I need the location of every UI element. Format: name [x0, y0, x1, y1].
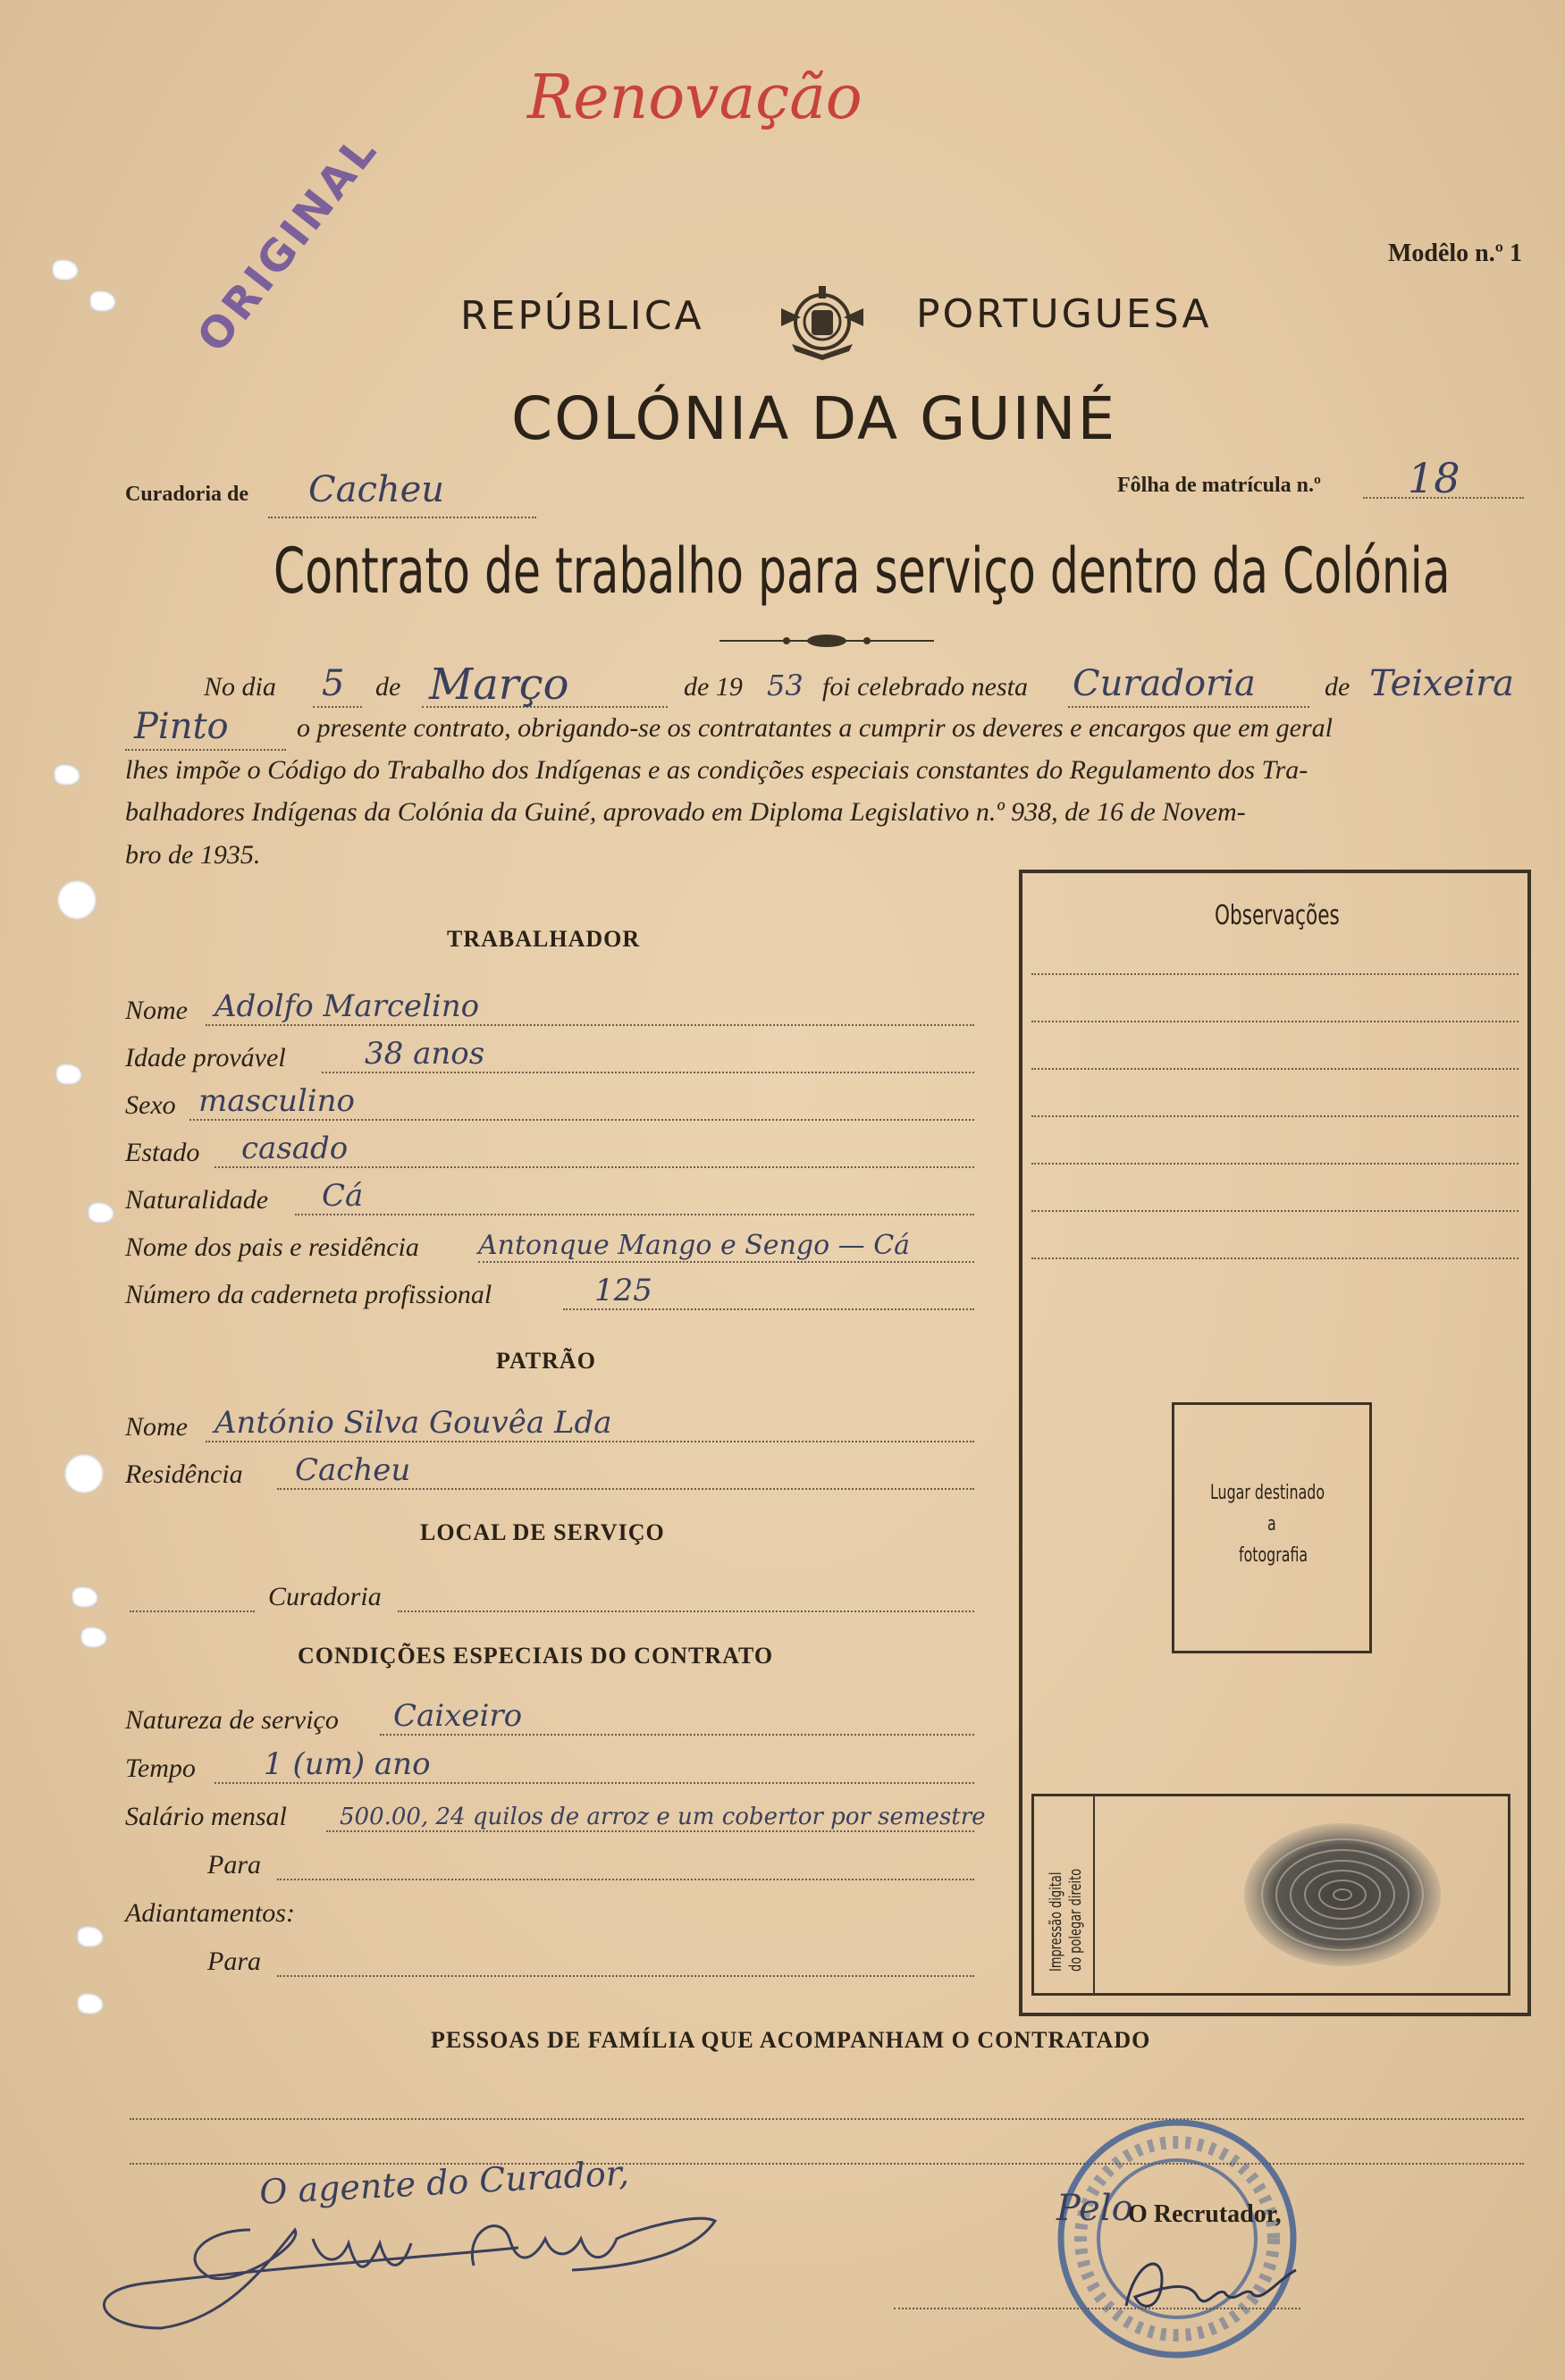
- local-value-1: Teixeira: [1369, 663, 1515, 704]
- natureza-value: Caixeiro: [393, 1698, 523, 1734]
- field-line: [215, 1166, 974, 1168]
- family-line: [130, 2163, 1524, 2165]
- patrao-nome-value: António Silva Gouvêa Lda: [215, 1405, 612, 1441]
- entity-value: Curadoria: [1073, 663, 1256, 704]
- salario-label: Salário mensal: [125, 1802, 287, 1831]
- recrutador-line: [894, 2308, 1300, 2309]
- caderneta-row: [125, 1273, 974, 1314]
- naturalidade-label: Naturalidade: [125, 1185, 269, 1215]
- salario-value: 500.00, 24 quilos de arroz e um cobertor por semestre: [340, 1804, 986, 1830]
- pais-row: [125, 1231, 974, 1266]
- observacoes-box: [1019, 870, 1531, 2016]
- observacoes-line: [1031, 1021, 1519, 1022]
- nome-trabalhador-row: [125, 988, 974, 1030]
- field-line: [326, 1830, 974, 1832]
- intro-foi: foi celebrado nesta: [822, 672, 1028, 702]
- tempo-row: [125, 1746, 974, 1787]
- tempo-label: Tempo: [125, 1753, 196, 1783]
- thumbprint-label: [1039, 1796, 1095, 1993]
- agente-signature: [72, 2194, 760, 2337]
- natureza-row: [125, 1698, 974, 1739]
- salario-row: [125, 1800, 986, 1836]
- para2-row: [125, 1945, 974, 1981]
- observacoes-line: [1031, 1210, 1519, 1212]
- intro-de1: de: [375, 672, 401, 702]
- field-line: [478, 1261, 974, 1263]
- binder-hole: [64, 1454, 104, 1493]
- dia-line: [313, 706, 362, 708]
- ano-value: 53: [767, 669, 804, 702]
- entity-line: [1068, 706, 1309, 708]
- tear-mark: [77, 1926, 104, 1947]
- para-row: [125, 1848, 974, 1884]
- adiantamentos-label: Adiantamentos:: [125, 1898, 295, 1928]
- folha-value: 18: [1408, 454, 1460, 502]
- observacoes-line: [1031, 973, 1519, 975]
- idade-row: [125, 1036, 974, 1077]
- estado-label: Estado: [125, 1138, 200, 1167]
- condicoes-heading: CONDIÇÕES ESPECIAIS DO CONTRATO: [298, 1643, 774, 1669]
- patrao-nome-label: Nome: [125, 1412, 188, 1442]
- recrutador-label: O Recrutador,: [1128, 2200, 1282, 2228]
- nome-label: Nome: [125, 996, 188, 1025]
- thumbprint-box: [1031, 1794, 1510, 1996]
- dia-value: 5: [322, 663, 345, 704]
- local-curadoria-label: Curadoria: [268, 1582, 382, 1611]
- local-line-2: [125, 749, 286, 751]
- field-line: [206, 1441, 974, 1442]
- natureza-label: Natureza de serviço: [125, 1705, 339, 1735]
- mes-value: Março: [429, 660, 569, 710]
- model-number: Modêlo n.º 1: [1387, 240, 1522, 267]
- residencia-label: Residência: [125, 1459, 243, 1489]
- trabalhador-heading: TRABALHADOR: [447, 926, 641, 952]
- field-line: [277, 1879, 974, 1880]
- tear-mark: [89, 290, 116, 312]
- patrao-heading: PATRÃO: [496, 1348, 596, 1374]
- field-line: [277, 1488, 974, 1490]
- local-servico-heading: LOCAL DE SERVIÇO: [420, 1519, 665, 1545]
- thumb-text-1: Impressão digital: [1047, 1871, 1065, 1972]
- coat-of-arms-icon: [774, 282, 871, 362]
- renovacao-annotation: Renovação: [527, 63, 862, 133]
- idade-label: Idade provável: [125, 1043, 286, 1072]
- patrao-nome-row: [125, 1405, 974, 1446]
- intro-de2: de: [1325, 672, 1350, 702]
- pais-value: Antonque Mango e Sengo — Cá: [478, 1230, 911, 1261]
- observacoes-line: [1031, 1068, 1519, 1070]
- sexo-row: [125, 1083, 974, 1124]
- tear-mark: [55, 1064, 82, 1085]
- field-line: [398, 1610, 974, 1612]
- residencia-value: Cacheu: [295, 1452, 411, 1488]
- tear-mark: [54, 764, 80, 786]
- idade-value: 38 anos: [365, 1036, 485, 1072]
- intro-line-2: o presente contrato, obrigando-se os contratantes a cumprir os deveres e encargos que em geral: [297, 713, 1333, 743]
- contract-title: Contrato de trabalho para serviço dentro da Colónia: [273, 534, 1451, 608]
- estado-row: [125, 1131, 974, 1172]
- tempo-value: 1 (um) ano: [264, 1746, 431, 1782]
- agente-label: O agente do Curador,: [258, 2153, 630, 2212]
- folha-label: Fôlha de matrícula n.º: [1117, 474, 1321, 497]
- pais-label: Nome dos pais e residência: [125, 1232, 419, 1262]
- pelo-label: Pelo: [1056, 2188, 1133, 2229]
- thumb-text-2: do polegar direito: [1066, 1868, 1085, 1972]
- adiantamentos-row: [125, 1896, 974, 1932]
- field-line: [215, 1782, 974, 1784]
- observacoes-line: [1031, 1163, 1519, 1165]
- tear-mark: [77, 1993, 104, 2014]
- binder-hole: [57, 880, 97, 920]
- tear-mark: [80, 1627, 107, 1648]
- family-heading: PESSOAS DE FAMÍLIA QUE ACOMPANHAM O CONTRATADO: [431, 2027, 1151, 2053]
- tear-mark: [52, 259, 79, 281]
- intro-de-ano: de 19: [684, 672, 743, 702]
- republica-word: REPÚBLICA: [460, 293, 704, 339]
- portuguesa-word: PORTUGUESA: [916, 291, 1212, 337]
- intro-no-dia: No dia: [204, 672, 276, 702]
- colonia-title: COLÓNIA DA GUINÉ: [511, 384, 1117, 453]
- thumbprint-image: [1240, 1814, 1445, 1975]
- field-line: [295, 1214, 974, 1215]
- caderneta-value: 125: [594, 1273, 652, 1308]
- patrao-residencia-row: [125, 1452, 974, 1493]
- naturalidade-value: Cá: [322, 1178, 364, 1214]
- intro-line-4: balhadores Indígenas da Colónia da Guiné, aprovado em Diploma Legislativo n.º 938, de 16 de Novem-: [125, 797, 1246, 827]
- nome-value: Adolfo Marcelino: [215, 988, 480, 1024]
- intro-line-5: bro de 1935.: [125, 840, 261, 870]
- field-line: [563, 1308, 974, 1310]
- photo-text-1: Lugar destinado: [1210, 1482, 1325, 1504]
- field-line: [277, 1975, 974, 1977]
- original-stamp: ORIGINAL: [188, 124, 389, 362]
- tear-mark: [88, 1202, 114, 1224]
- caderneta-label: Número da caderneta profissional: [125, 1280, 492, 1309]
- family-line: [130, 2118, 1524, 2120]
- observacoes-title: Observações: [1215, 900, 1340, 931]
- recrutador-stamp: [1048, 2109, 1307, 2368]
- observacoes-line: [1031, 1257, 1519, 1259]
- field-line: [189, 1119, 974, 1121]
- naturalidade-row: [125, 1178, 974, 1219]
- sexo-value: masculino: [198, 1083, 356, 1119]
- estado-value: casado: [241, 1131, 349, 1166]
- photo-placeholder: [1172, 1402, 1372, 1653]
- photo-text-2: a: [1267, 1513, 1276, 1535]
- field-line: [380, 1734, 974, 1736]
- para2-label: Para: [207, 1947, 261, 1976]
- photo-text-3: fotografia: [1239, 1544, 1308, 1567]
- tear-mark: [72, 1586, 98, 1608]
- local-curadoria-row: [125, 1580, 974, 1616]
- field-line: [206, 1024, 974, 1026]
- observacoes-line: [1031, 1115, 1519, 1117]
- curadoria-line: [268, 517, 536, 518]
- curadoria-label: Curadoria de: [125, 483, 248, 506]
- local-value-2: Pinto: [134, 706, 229, 747]
- ornament-divider: [719, 630, 934, 652]
- para-label: Para: [207, 1850, 261, 1880]
- field-line: [130, 1610, 255, 1612]
- field-line: [322, 1072, 974, 1073]
- recrutador-signature: [1108, 2243, 1314, 2324]
- sexo-label: Sexo: [125, 1090, 176, 1120]
- intro-line-3: lhes impõe o Código do Trabalho dos Indígenas e as condições especiais constantes do Regulamento dos Tra-: [125, 755, 1308, 785]
- curadoria-value: Cacheu: [308, 469, 445, 510]
